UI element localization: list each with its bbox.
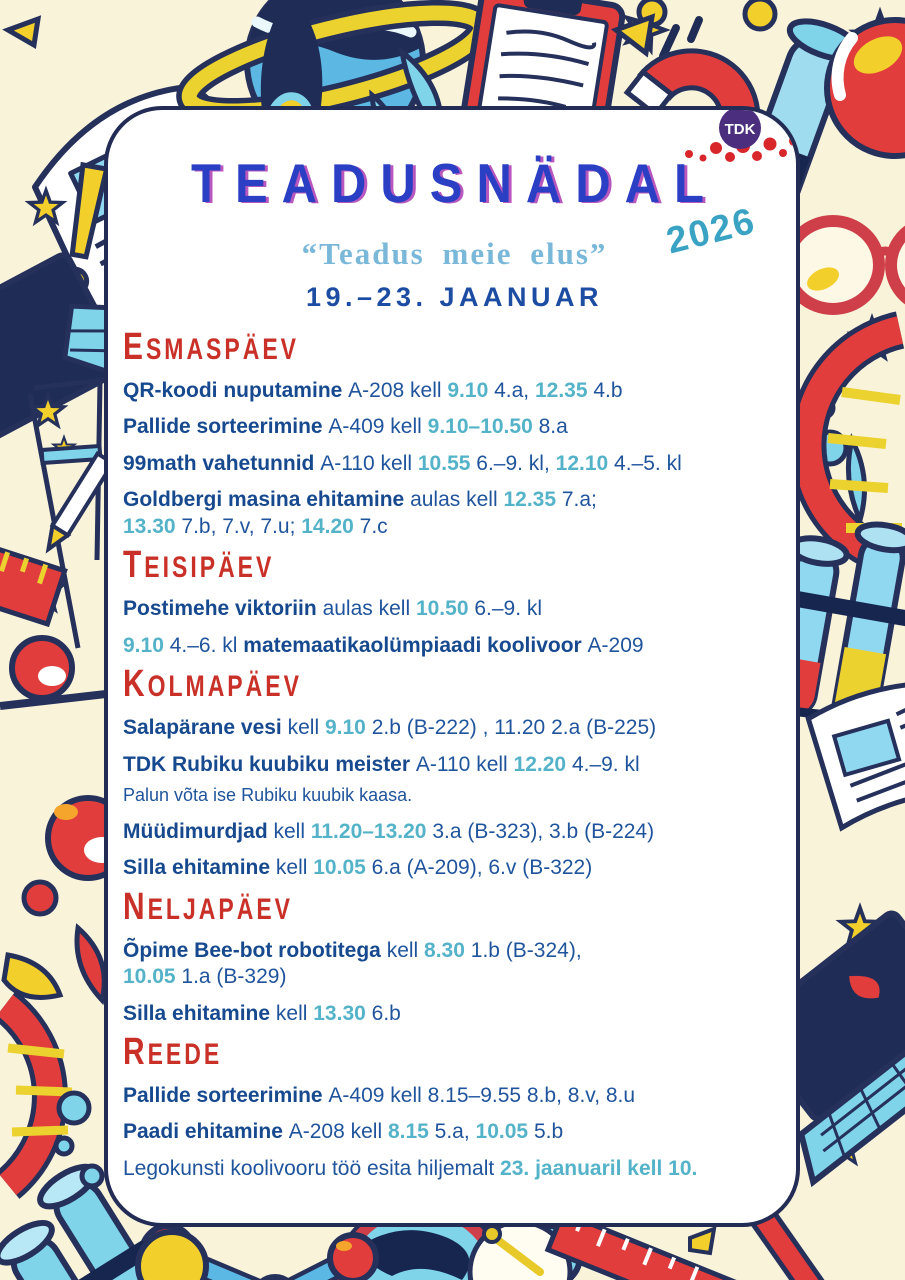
schedule-entry bbox=[123, 487, 786, 540]
entry-segment: 6.a (A-209), 6.v (B-322) bbox=[371, 856, 593, 880]
entry-segment: 4.–6. kl bbox=[169, 633, 244, 657]
entry-segment: 9.10–10.50 bbox=[427, 415, 539, 439]
schedule-entry bbox=[123, 596, 786, 622]
schedule-entry bbox=[123, 1156, 786, 1182]
crescent-icon bbox=[77, 928, 104, 1000]
entry-segment: 8.30 bbox=[424, 938, 471, 962]
entry-segment: 6.b bbox=[371, 1001, 401, 1025]
day-section-teisipaev bbox=[123, 543, 786, 659]
schedule-list bbox=[123, 325, 786, 1182]
day-header-esmaspaev: ESMASPÄEV bbox=[123, 325, 300, 368]
entry-segment: Silla ehitamine bbox=[123, 856, 276, 880]
newspaper-icon bbox=[806, 676, 905, 828]
entry-segment: 1.a (B-329) bbox=[181, 965, 287, 989]
bubble-icon bbox=[59, 1093, 89, 1123]
entry-segment: kell bbox=[287, 716, 325, 740]
entry-segment: 4.a, bbox=[494, 379, 535, 402]
schedule-entry bbox=[123, 752, 786, 778]
glasses-icon bbox=[787, 221, 905, 309]
entry-segment: 5.a, bbox=[434, 1120, 476, 1144]
day-header-teisipaev: TEISIPÄEV bbox=[123, 543, 275, 586]
schedule-entry bbox=[123, 1083, 786, 1109]
entry-segment: 7.b, 7.v, 7.u; bbox=[181, 514, 302, 538]
entry-segment: Õpime Bee-bot robotitega bbox=[123, 938, 387, 962]
entry-segment: 9.10 bbox=[447, 379, 495, 402]
entry-segment: 7.c bbox=[359, 514, 388, 538]
entry-segment: A-409 kell 8.15–9.55 8.b, 8.v, 8.u bbox=[328, 1084, 636, 1108]
entry-segment: QR-koodi nuputamine bbox=[123, 379, 349, 402]
entry-segment: 8.15 bbox=[387, 1120, 435, 1144]
schedule-entry bbox=[123, 633, 786, 659]
day-header-neljapaev: NELJAPÄEV bbox=[123, 885, 294, 928]
entry-segment: 99math vahetunnid bbox=[123, 451, 321, 475]
day-section-esmaspaev bbox=[123, 325, 786, 540]
entry-segment: 6.–9. kl, bbox=[476, 451, 556, 475]
entry-segment: 13.30 bbox=[123, 514, 182, 538]
entry-segment: Postimehe viktoriin bbox=[123, 597, 323, 621]
entry-segment: 6.–9. kl bbox=[474, 597, 543, 621]
entry-segment: 13.30 bbox=[313, 1001, 372, 1025]
entry-segment: matemaatikaolümpiaadi koolivoor bbox=[243, 633, 588, 657]
entry-segment: Legokunsti koolivooru töö esita hiljemalt bbox=[123, 1156, 501, 1180]
date-range: 19.–23. JAANUAR bbox=[305, 282, 604, 312]
schedule-entry bbox=[123, 378, 786, 404]
entry-segment: 4.–9. kl bbox=[571, 752, 640, 776]
entry-segment: 10.05 bbox=[123, 965, 182, 989]
schedule-entry bbox=[123, 938, 786, 991]
entry-segment: aulas kell bbox=[410, 488, 504, 512]
schedule-entry bbox=[123, 855, 786, 881]
schedule-note bbox=[123, 784, 786, 807]
schedule-entry bbox=[123, 1001, 786, 1027]
dna-strand-icon bbox=[5, 1005, 72, 1185]
entry-segment: A-409 kell bbox=[328, 415, 428, 439]
entry-segment: kell bbox=[386, 938, 425, 962]
entry-segment: Müüdimurdjad bbox=[123, 819, 274, 843]
entry-segment: Palun võta ise Rubiku kuubik kaasa. bbox=[123, 785, 413, 806]
entry-segment: 4.b bbox=[593, 379, 623, 402]
entry-segment: 10.05 bbox=[475, 1120, 534, 1144]
entry-segment: 10.05 bbox=[313, 856, 372, 880]
entry-segment: kell bbox=[273, 819, 311, 843]
entry-segment: 12.10 bbox=[555, 451, 615, 475]
entry-segment: Silla ehitamine bbox=[123, 1001, 276, 1025]
entry-segment: aulas kell bbox=[322, 597, 416, 621]
schedule-entry bbox=[123, 414, 786, 440]
entry-segment: 2.b (B-222) , 11.20 2.a (B-225) bbox=[371, 716, 657, 740]
entry-segment: 14.20 bbox=[301, 514, 360, 538]
entry-segment: Salapärane vesi bbox=[123, 716, 288, 740]
entry-segment: TDK Rubiku kuubiku meister bbox=[123, 752, 416, 776]
entry-segment: 5.b bbox=[533, 1120, 564, 1144]
entry-segment: 10.55 bbox=[417, 451, 477, 475]
confetti-icon bbox=[745, 0, 775, 29]
confetti-icon bbox=[8, 19, 38, 45]
entry-segment: 9.10 bbox=[123, 633, 170, 657]
entry-segment: A-208 kell bbox=[348, 379, 448, 402]
entry-segment: 7.a; bbox=[561, 488, 597, 512]
entry-segment: Pallide sorteerimine bbox=[123, 1084, 329, 1108]
day-section-reede bbox=[123, 1030, 786, 1182]
entry-segment: Pallide sorteerimine bbox=[123, 415, 329, 439]
tdk-logo-text: TDK bbox=[724, 121, 756, 138]
ball-icon bbox=[138, 1232, 206, 1280]
year-label: 2026 bbox=[661, 199, 760, 262]
schedule-entry bbox=[123, 715, 786, 741]
entry-segment: 12.35 bbox=[534, 379, 594, 402]
entry-segment: A-110 kell bbox=[320, 451, 418, 475]
entry-segment: A-209 bbox=[587, 633, 644, 657]
entry-segment: 12.35 bbox=[503, 488, 562, 512]
day-section-neljapaev bbox=[123, 885, 786, 1027]
bubble-icon bbox=[82, 1166, 102, 1186]
day-header-kolmapaev: KOLMAPÄEV bbox=[123, 662, 302, 705]
entry-segment: 11.20–13.20 bbox=[310, 819, 433, 843]
page-title: TEADUSNÄDAL bbox=[191, 153, 718, 215]
bubble-icon bbox=[56, 1138, 72, 1154]
entry-segment: 3.a (B-323), 3.b (B-224) bbox=[432, 819, 655, 843]
schedule-entry bbox=[123, 451, 786, 477]
schedule-entry bbox=[123, 1119, 786, 1145]
crescent-icon bbox=[848, 440, 864, 520]
entry-segment: 12.20 bbox=[513, 752, 572, 776]
day-section-kolmapaev bbox=[123, 662, 786, 881]
entry-segment: Goldbergi masina ehitamine bbox=[123, 488, 411, 512]
entry-segment: A-110 kell bbox=[415, 752, 514, 776]
entry-segment: 8.a bbox=[538, 415, 568, 439]
entry-segment: 9.10 bbox=[324, 716, 372, 740]
entry-segment: A-208 kell bbox=[288, 1120, 388, 1144]
blob-icon bbox=[4, 955, 60, 997]
entry-segment: 4.–5. kl bbox=[614, 451, 682, 475]
entry-segment: 10.50 bbox=[415, 597, 475, 621]
entry-segment: 1.b (B-324), bbox=[470, 938, 582, 962]
schedule-entry bbox=[123, 819, 786, 845]
day-header-reede: REEDE bbox=[123, 1030, 223, 1073]
entry-segment: Paadi ehitamine bbox=[123, 1120, 289, 1144]
subtitle: “Teadus meie elus” bbox=[301, 236, 608, 271]
schedule-card bbox=[104, 106, 800, 1227]
entry-segment: kell bbox=[275, 1001, 314, 1025]
entry-segment: kell bbox=[275, 856, 314, 880]
entry-segment: 23. jaanuaril kell 10. bbox=[500, 1156, 698, 1180]
